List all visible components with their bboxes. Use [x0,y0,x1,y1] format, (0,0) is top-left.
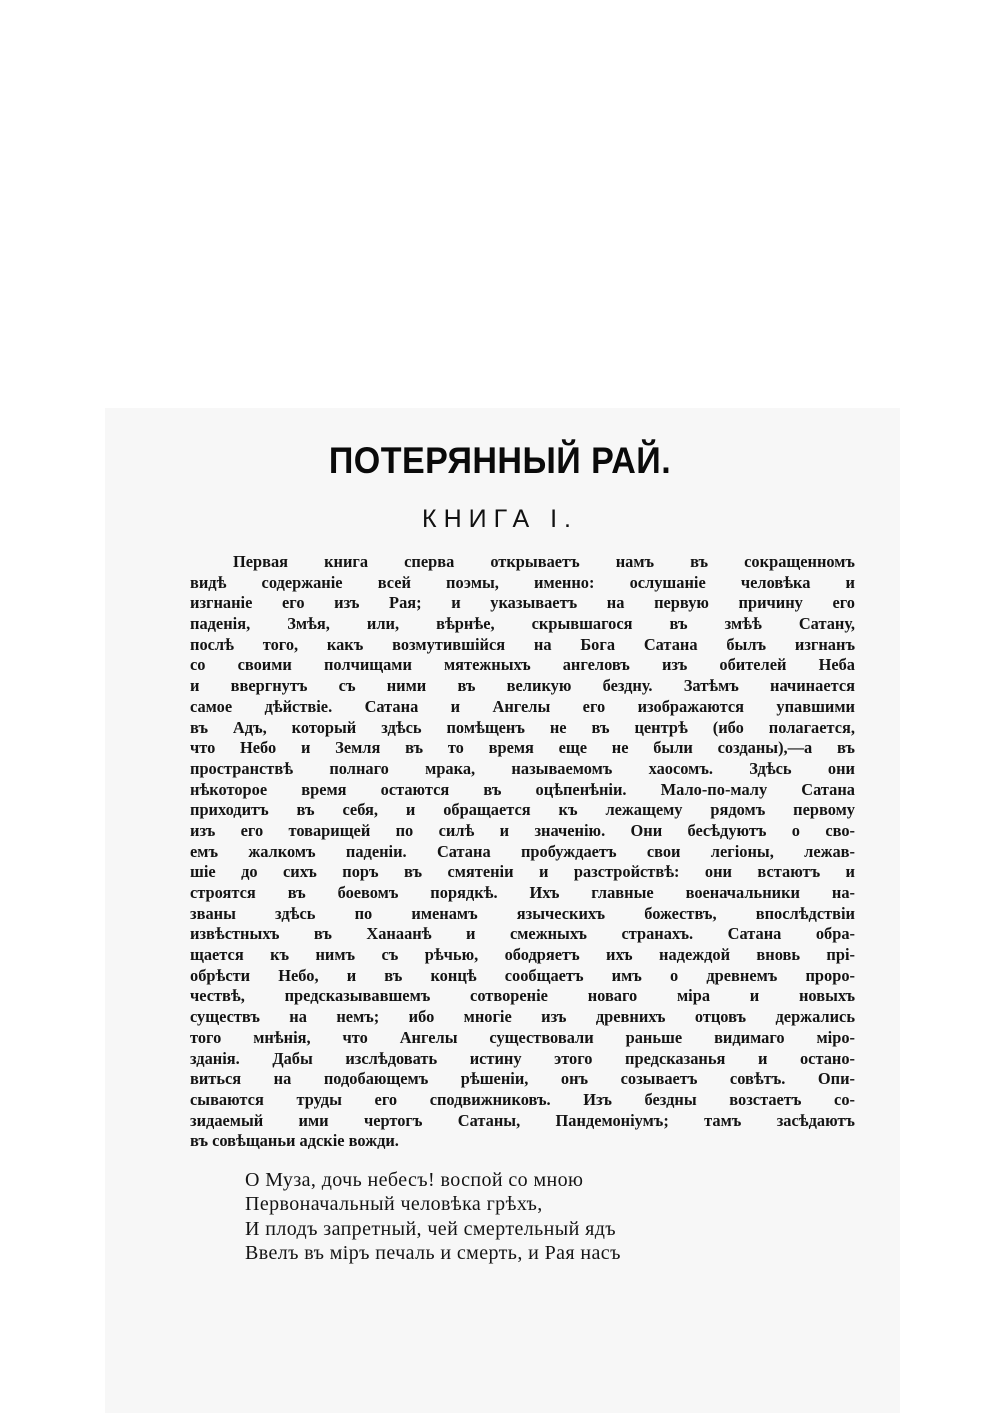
summary-line: того мнѣнія, что Ангелы существовали раньше видимаго міро- [190,1027,855,1047]
summary-line: обрѣсти Небо, и въ концѣ сообщаетъ имъ о древнемъ проро- [190,965,855,985]
summary-line: послѣ того, какъ возмутившійся на Бога Сатана былъ изгнанъ [190,634,855,654]
poem-opening-verse [245,1168,845,1265]
summary-line: въ совѣщаньи адскіе вожди. [190,1131,399,1151]
summary-line: существъ на немъ; ибо многіе изъ древнихъ отцовъ держались [190,1007,855,1027]
summary-line: строятся въ боевомъ порядкѣ. Ихъ главные военачальники на- [190,883,855,902]
verse-line: И плодъ запретный, чей смертельный ядъ [245,1217,617,1240]
summary-line: самое дѣйствіе. Сатана и Ангелы его изображаются упавшими [190,696,855,716]
summary-line: въ Адъ, который здѣсь помѣщенъ не въ центрѣ (ибо полагается, [190,717,855,737]
summary-line: приходитъ въ себя, и обращается къ лежащему рядомъ первому [190,800,855,820]
summary-line: щается къ нимъ съ рѣчью, ободряетъ ихъ надеждой вновь прі- [190,945,855,965]
summary-line: нѣкоторое время остаются въ оцѣпенѣніи. Мало-по-малу Сатана [190,779,855,799]
summary-line: чествѣ, предсказывавшемъ сотвореніе новаго міра и новыхъ [190,986,855,1006]
summary-line: емъ жалкомъ паденіи. Сатана пробуждаетъ свои легіоны, лежав- [190,841,855,861]
verse-line: Ввелъ въ міръ печаль и смерть, и Рая насъ [245,1241,621,1264]
summary-line: паденія, Змѣя, или, вѣрнѣе, скрывшагося въ змѣѣ Сатану, [190,614,855,634]
summary-line: изъ его товарищей по силѣ и значенію. Они бесѣдуютъ о сво- [190,820,855,840]
book-summary [190,552,855,1152]
page-title: ПОТЕРЯННЫЙ РАЙ. [328,440,672,481]
summary-line: и ввергнутъ съ ними въ великую бездну. Затѣмъ начинается [190,676,855,696]
summary-line: Первая книга сперва открываетъ намъ въ сокращенномъ [233,552,855,571]
verse-line: О Муза, дочь небесъ! воспой со мною [245,1169,584,1191]
summary-line: шіе до сихъ поръ въ смятеніи и разстройствѣ: они встаютъ и [190,862,855,882]
verse-line: Первоначальный человѣка грѣхъ, [245,1193,543,1216]
summary-line: виться на подобающемъ рѣшеніи, онъ созываетъ совѣтъ. Опи- [190,1069,855,1089]
summary-line: изгнаніе его изъ Рая; и указываетъ на первую причину его [190,593,855,613]
book-heading: КНИГА I. [422,505,578,533]
summary-line: зданія. Дабы изслѣдовать истину этого предсказанья и остано- [190,1048,855,1068]
summary-line: что Небо и Земля въ то время еще не были созданы),—а въ [190,738,855,758]
summary-line: видѣ содержаніе всей поэмы, именно: ослушаніе человѣка и [190,572,855,592]
summary-line: зидаемый ими чертогъ Сатаны, Пандемоніумъ; тамъ засѣдаютъ [190,1110,855,1130]
summary-line: извѣстныхъ въ Ханаанѣ и смежныхъ странахъ. Сатана обра- [190,924,855,944]
summary-line: сываются труды его сподвижниковъ. Изъ бездны возстаетъ со- [190,1089,855,1109]
summary-line: пространствѣ полнаго мрака, называемомъ хаосомъ. Здѣсь они [190,758,855,778]
summary-line: званы здѣсь по именамъ языческихъ божествъ, впослѣдствіи [190,903,855,923]
summary-line: со своими полчищами мятежныхъ ангеловъ изъ обителей Неба [190,655,855,675]
